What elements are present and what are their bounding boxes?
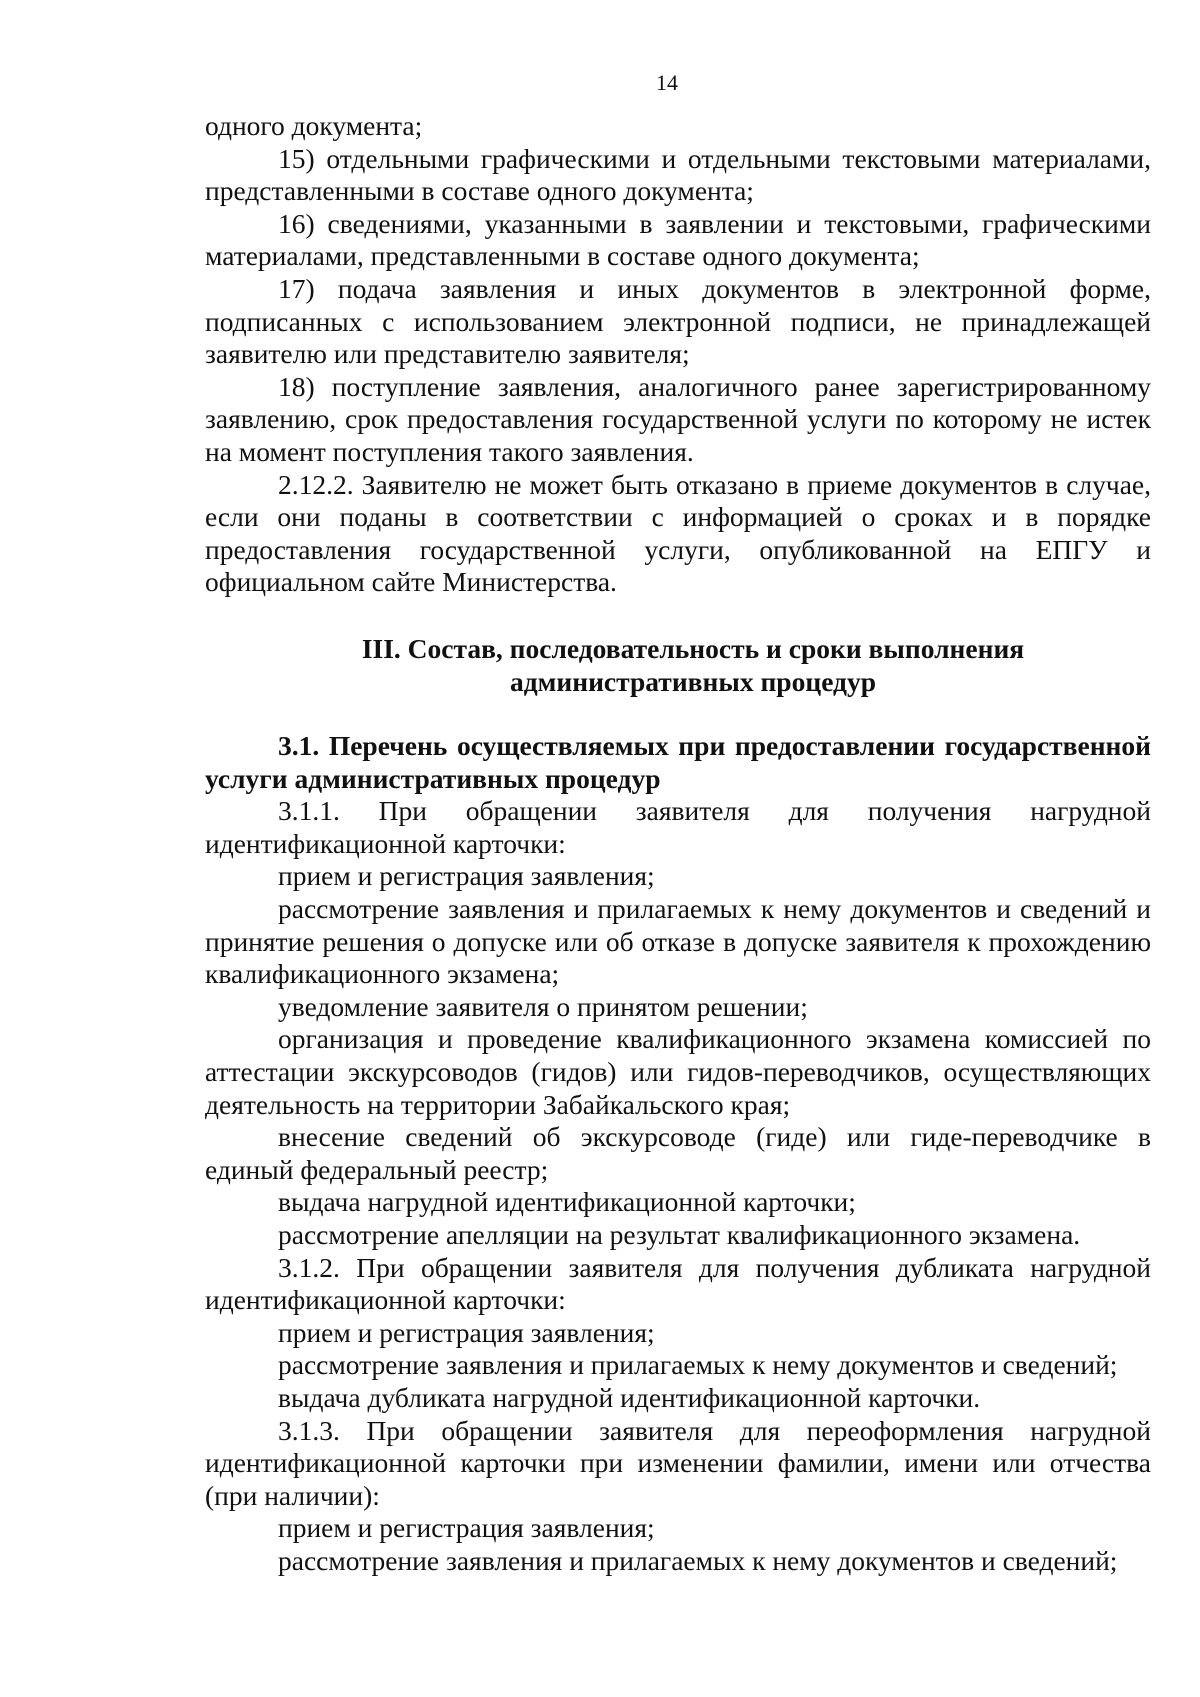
clause-3-1-1: 3.1.1. При обращении заявителя для получения нагрудной идентификационной карточки: bbox=[205, 795, 1151, 859]
clause-3-1-3: 3.1.3. При обращении заявителя для переоформления нагрудной идентификационной карточки при изменении фамилии, имени или отчества (при наличии): bbox=[205, 1414, 1151, 1511]
procedure-item: организация и проведение квалификационного экзамена комиссией по аттестации экскурсоводов (гидов) или гидов-переводчиков, осуществляющих деятельность на территории Забайкальского края; bbox=[205, 1023, 1151, 1120]
list-item-15: 15) отдельными графическими и отдельными текстовыми материалами, представленными в составе одного документа; bbox=[205, 142, 1151, 207]
procedure-item: прием и регистрация заявления; bbox=[278, 860, 655, 892]
procedure-item: рассмотрение заявления и прилагаемых к нему документов и сведений и принятие решения о допуске или об отказе в допуске заявителя к прохождению квалификационного экзамена; bbox=[205, 893, 1151, 990]
procedure-item: рассмотрение заявления и прилагаемых к нему документов и сведений; bbox=[278, 1349, 1118, 1381]
procedure-item: рассмотрение апелляции на результат квалификационного экзамена. bbox=[278, 1219, 1081, 1250]
procedure-item: внесение сведений об экскурсоводе (гиде) или гиде-переводчике в единый федеральный реестр; bbox=[205, 1121, 1151, 1185]
clause-3-1-2: 3.1.2. При обращении заявителя для получения дубликата нагрудной идентификационной карточки: bbox=[205, 1251, 1151, 1316]
procedure-item: прием и регистрация заявления; bbox=[278, 1316, 655, 1348]
procedure-item: уведомление заявителя о принятом решении; bbox=[278, 990, 808, 1022]
section-heading-iii: III. Состав, последовательность и сроки выполнения административных процедур bbox=[361, 632, 1025, 697]
list-item-17: 17) подача заявления и иных документов в электронной форме, подписанных с использованием электронной подписи, не принадлежащей заявителю или представителю заявителя; bbox=[205, 272, 1151, 370]
clause-2-12-2: 2.12.2. Заявителю не может быть отказано в приеме документов в случае, если они поданы в соответствии с информацией о сроках и в порядке предоставления государственной услуги, опубликованной на ЕПГУ и официальном сайте Министерства. bbox=[205, 468, 1151, 598]
list-item-16: 16) сведениями, указанными в заявлении и текстовыми, графическими материалами, представленными в составе одного документа; bbox=[205, 207, 1151, 272]
procedure-item: выдача нагрудной идентификационной карточки; bbox=[278, 1186, 856, 1218]
procedure-item: рассмотрение заявления и прилагаемых к нему документов и сведений; bbox=[278, 1544, 1118, 1576]
procedure-item: выдача дубликата нагрудной идентификационной карточки. bbox=[278, 1381, 981, 1413]
paragraph-continuation: одного документа; bbox=[205, 110, 423, 141]
subsection-heading-3-1: 3.1. Перечень осуществляемых при предоставлении государственной услуги административных процедур bbox=[205, 730, 1151, 794]
page-number: 14 bbox=[656, 70, 678, 95]
list-item-18: 18) поступление заявления, аналогичного ранее зарегистрированному заявлению, срок предоставления государственной услуги по которому не истек на момент поступления такого заявления. bbox=[205, 370, 1151, 467]
procedure-item: прием и регистрация заявления; bbox=[278, 1512, 655, 1544]
document-body bbox=[205, 110, 1151, 1578]
